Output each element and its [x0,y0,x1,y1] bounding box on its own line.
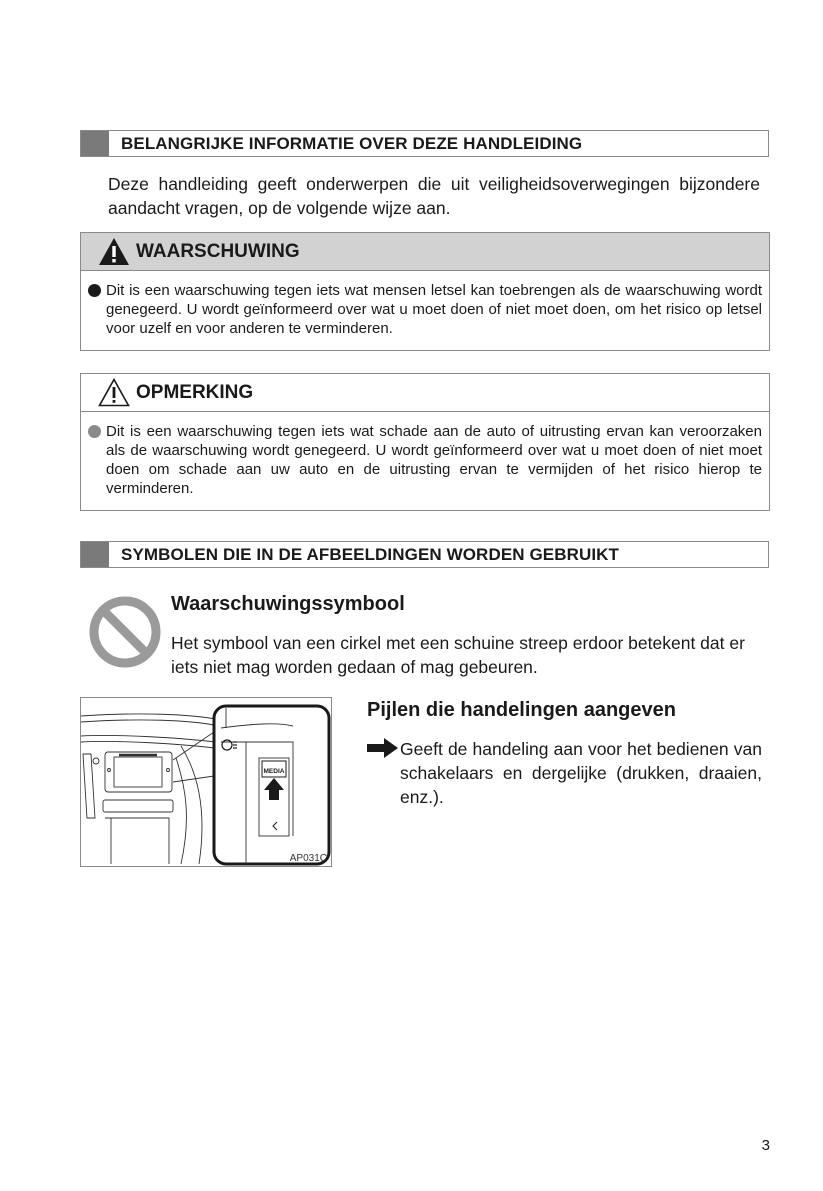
notice-box [80,373,770,511]
black-arrow-icon [367,738,398,758]
warning-text: Dit is een waarschuwing tegen iets wat mensen letsel kan toebrengen als de waarschuwing wordt genegeerd. U wordt geïnformeerd over wat u moet doen of niet moet doen, om het risico op letsel voor uzelf en voor anderen te verminderen. [106,282,762,337]
intro-paragraph: Deze handleiding geeft onderwerpen die uit veiligheidsoverwegingen bijzondere aandacht vragen, op de volgende wijze aan. [108,174,760,218]
warning-label: WAARSCHUWING [136,240,300,262]
illustration-code: AP031C [289,853,327,864]
dashboard-drawing [81,698,331,866]
section-header-important-info [80,130,769,157]
section-header-symbols [80,541,769,568]
page-number: 3 [761,1137,770,1154]
notice-label: OPMERKING [136,381,254,403]
warning-symbol-heading: Waarschuwingssymbool [171,593,405,615]
header-block [81,131,109,156]
warning-body [81,271,769,350]
warning-symbol-text: Het symbool van een cirkel met een schuine streep erdoor betekent dat er iets niet mag worden gedaan of mag gebeuren. [171,633,745,677]
arrows-text: Geeft de handeling aan voor het bedienen van schakelaars en dergelijke (drukken, draaien, enz.). [400,739,762,807]
notice-text: Dit is een waarschuwing tegen iets wat schade aan de auto of uitrusting ervan kan veroorzaken als de waarschuwing wordt genegeerd. U wordt geïnformeerd over wat u moet doen of niet moet doen om schade aan uw auto en de uitrusting ervan te vermijden of het risico hierop te verminderen. [106,423,762,497]
media-button-label: MEDIA [263,768,285,775]
section-title: BELANGRIJKE INFORMATIE OVER DEZE HANDLEIDING [121,133,583,153]
prohibition-icon [88,595,162,669]
notice-header [81,374,769,412]
header-block [81,542,109,567]
arrows-heading: Pijlen die handelingen aangeven [367,699,676,721]
section-title: SYMBOLEN DIE IN DE AFBEELDINGEN WORDEN GEBRUIKT [121,544,620,564]
warning-box [80,232,770,351]
warning-triangle-icon [98,237,132,267]
dashboard-illustration [80,697,332,867]
caution-triangle-icon [98,378,132,408]
notice-body [81,412,769,510]
bullet-icon [88,284,101,297]
bullet-icon [88,425,101,438]
warning-header [81,233,769,271]
